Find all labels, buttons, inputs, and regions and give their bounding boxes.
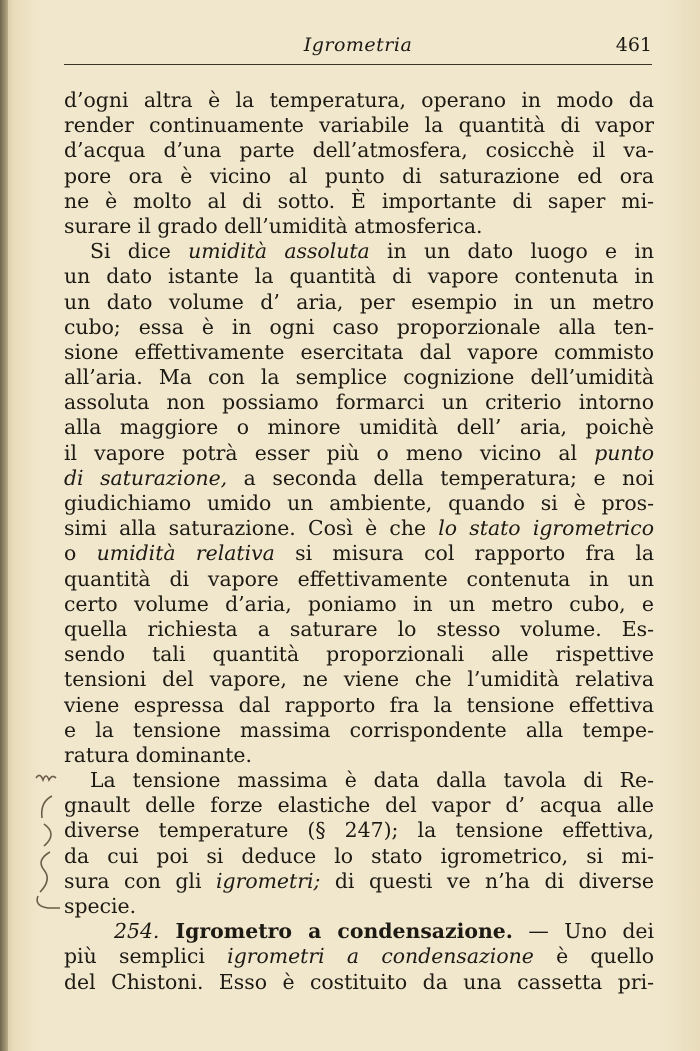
- text-line: [64, 415, 654, 440]
- text-run: La tensione massima è data dalla tavola di Re-: [90, 768, 654, 793]
- book-spine-shadow: [0, 0, 8, 1051]
- text-run: Si dice: [90, 239, 189, 264]
- text-run: viene espressa dal rapporto fra la tensione effettiva: [64, 692, 654, 717]
- text-line: [64, 113, 654, 138]
- text-run: un dato istante la quantità di vapore contenuta in: [64, 264, 654, 289]
- text-run: a seconda della temperatura; e noi: [227, 465, 654, 490]
- text-run: diverse temperature (§ 247); la tensione effettiva,: [64, 818, 654, 843]
- text-line: [64, 541, 654, 566]
- text-line: [64, 894, 654, 919]
- text-line: [64, 743, 654, 768]
- text-run: e la tensione massima corrispondente alla tempe-: [64, 717, 654, 742]
- secnum-text: 254.: [114, 919, 160, 944]
- handwritten-margin-annotation: [22, 768, 68, 918]
- text-line: [64, 667, 654, 692]
- text-run: cubo; essa è in ogni caso proporzionale alla ten-: [64, 314, 654, 339]
- text-run: umidità relativa: [96, 541, 275, 566]
- text-line: [64, 567, 654, 592]
- text-run: all’aria. Ma con la semplice cognizione dell’umidità: [64, 365, 654, 390]
- text-line: [64, 844, 654, 869]
- text-run: render continuamente variabile la quantità di vapor: [64, 113, 654, 138]
- text-run: gnault delle forze elastiche del vapor d’ acqua alle: [64, 793, 654, 818]
- text-run: certo volume d’aria, poniamo in un metro cubo, e: [64, 591, 654, 616]
- body-text: [64, 88, 654, 995]
- text-run: è quello: [533, 944, 654, 969]
- text-run: del Chistoni. Esso è costituito da una cassetta pri-: [64, 969, 654, 994]
- text-line: [64, 290, 654, 315]
- text-run: lo stato igrometrico: [438, 516, 654, 541]
- text-line: [64, 491, 654, 516]
- text-run: d’ogni altra è la temperatura, operano in modo da: [64, 88, 654, 112]
- bold-text: Igrometro a condensazione.: [159, 919, 513, 944]
- text-run: il vapore potrà esser più o meno vicino al: [64, 440, 595, 465]
- text-run: di questi ve n’ha di diverse: [320, 868, 654, 893]
- page-number: 461: [615, 34, 652, 56]
- text-run: pore ora è vicino al punto di saturazione ed ora: [64, 163, 654, 188]
- text-run: igrometri a condensazione: [227, 944, 534, 969]
- text-line: [64, 592, 654, 617]
- text-run: un dato volume d’ aria, per esempio in un metro: [64, 289, 654, 314]
- text-run: di saturazione,: [64, 465, 228, 490]
- text-line: [64, 718, 654, 743]
- text-run: giudichiamo umido un ambiente, quando si è pros-: [64, 491, 654, 515]
- running-header: [64, 32, 652, 60]
- text-run: d’acqua d’una parte dell’atmosfera, cosicchè il va-: [64, 138, 654, 163]
- text-run: simi alla saturazione. Così è che: [64, 516, 439, 541]
- text-run: alla maggiore o minore umidità dell’ aria, poichè: [64, 415, 654, 440]
- text-line: [64, 944, 654, 969]
- text-line: [64, 189, 654, 214]
- text-line: [64, 390, 654, 415]
- text-run: da cui poi si deduce lo stato igrometrico, si mi-: [64, 843, 654, 868]
- running-title: Igrometria: [303, 34, 413, 56]
- text-line: [64, 214, 654, 239]
- text-line: [64, 88, 654, 113]
- text-line: [64, 441, 654, 466]
- text-line: [64, 617, 654, 642]
- text-line: [64, 340, 654, 365]
- text-run: sione effettivamente esercitata dal vapore commisto: [64, 339, 654, 364]
- text-line: [64, 970, 654, 995]
- text-line: [64, 164, 654, 189]
- text-line: [64, 315, 654, 340]
- text-run: specie.: [64, 894, 137, 918]
- text-line: [64, 642, 654, 667]
- text-line: [64, 919, 654, 944]
- text-run: assoluta non possiamo formarci un criterio intorno: [64, 390, 654, 415]
- text-run: quella richiesta a saturare lo stesso volume. Es-: [64, 616, 654, 641]
- text-line: [64, 793, 654, 818]
- text-run: quantità di vapore effettivamente contenuta in un: [64, 566, 654, 591]
- text-line: [64, 693, 654, 718]
- text-run: più semplici: [64, 944, 228, 969]
- text-line: [64, 239, 654, 264]
- text-line: [64, 869, 654, 894]
- text-run: ne è molto al di sotto. È importante di saper mi-: [64, 188, 654, 213]
- text-run: — Uno dei: [512, 919, 654, 944]
- header-rule: [64, 64, 652, 65]
- text-run: tensioni del vapore, ne viene che l’umidità relativa: [64, 667, 654, 692]
- text-line: [64, 264, 654, 289]
- text-line: [64, 138, 654, 163]
- text-run: umidità assoluta: [188, 239, 370, 264]
- text-run: igrometri;: [216, 868, 321, 893]
- text-line: [64, 365, 654, 390]
- text-line: [64, 466, 654, 491]
- text-run: sendo tali quantità proporzionali alle rispettive: [64, 642, 654, 667]
- text-line: [64, 516, 654, 541]
- text-run: punto: [594, 440, 654, 465]
- text-line: [64, 768, 654, 793]
- text-run: sura con gli: [64, 868, 216, 893]
- text-run: o: [64, 541, 97, 566]
- text-run: surare il grado dell’umidità atmosferica.: [64, 213, 483, 238]
- text-run: ratura dominante.: [64, 742, 252, 767]
- text-run: in un dato luogo e in: [369, 239, 655, 264]
- text-run: si misura col rapporto fra la: [274, 541, 654, 566]
- text-line: [64, 818, 654, 843]
